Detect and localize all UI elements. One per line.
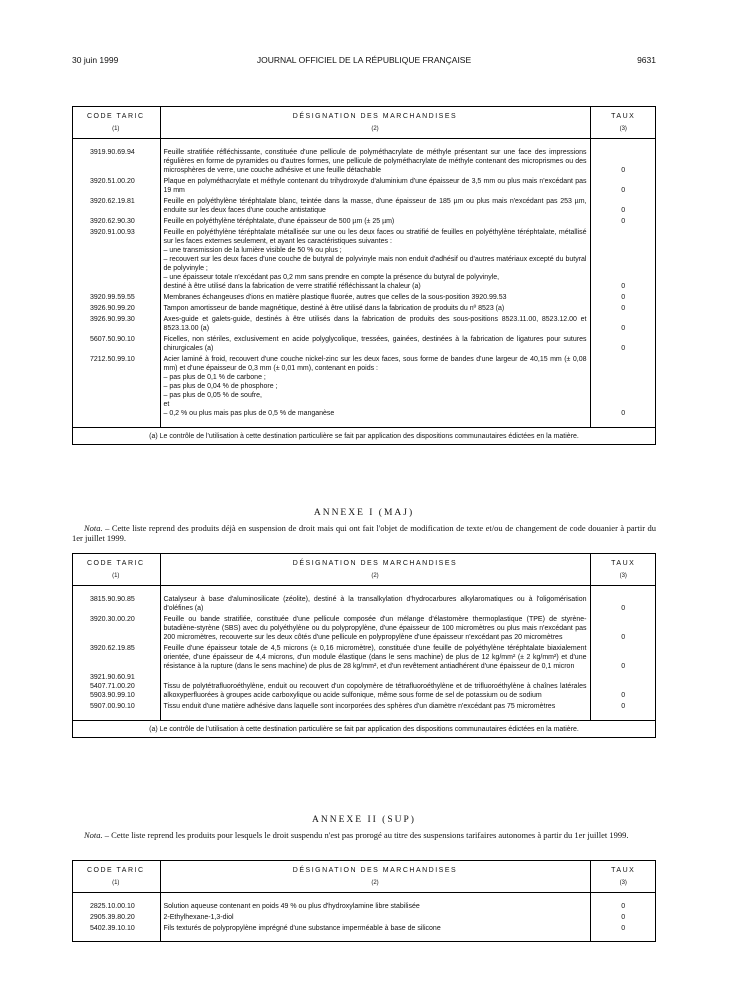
table-row: [72, 901, 656, 912]
taric-code: 3919.90.69.94: [72, 147, 160, 176]
designation-text: Feuille d'une épaisseur totale de 4,5 microns (± 0,16 micromètre), constituée d'une feuille de polyéthylène téréphtalate biaxialement orientée, d'une épaisseur de 4,4 microns, d'un module élastique (dans le sens machine) de plus de 12 kg/mm² (± 2 kg/mm²) et d'une résistance à la rupture (dans le sens machine) de plus de 28 kg/mm², et d'un revêtement antiadhérent d'une épaisseur de 0,1 micron: [163, 645, 587, 670]
designation-text: Membranes échangeuses d'ions en matière plastique fluorée, autres que celles de la sous-position 3920.99.53: [163, 294, 507, 301]
annex1-title: ANNEXE I (MAJ): [313, 508, 415, 518]
designation-cell: [160, 901, 590, 912]
col-header-designation: DÉSIGNATION DES MARCHANDISES (2): [160, 553, 590, 586]
taric-code: 3920.99.59.55: [72, 292, 160, 303]
table-row: [72, 354, 656, 419]
taux-value: 0: [621, 305, 626, 312]
header-page-number: 9631: [637, 55, 656, 65]
annex2-title: ANNEXE II (SUP): [312, 815, 416, 825]
header-journal-title: JOURNAL OFFICIEL DE LA RÉPUBLIQUE FRANÇAISE: [256, 55, 472, 65]
designation-line: – pas plus de 0,05 % de soufre,: [163, 392, 262, 399]
taric-code: 5907.00.90.10: [72, 701, 160, 712]
designation-text: Feuille en polyéthylène téréphtalate, d'une épaisseur de 500 µm (± 25 µm): [163, 218, 395, 225]
annex2-nota-label: Nota.: [84, 830, 103, 840]
designation-text: Axes-guide et galets-guide, destinés à être utilisés dans la fabrication de produits des sous-positions 8523.11.00, 8523.12.00 et 8523.13.00 (a): [163, 316, 587, 332]
tariff-table-2: [72, 553, 656, 738]
annex2-nota-text: – Cette liste reprend les produits pour lesquels le droit suspendu n'est pas prorogé au titre des suspensions tarifaires autonomes à partir du 1er juillet 1999.: [102, 830, 629, 840]
table-row: [72, 643, 656, 672]
tariff-table-3: [72, 860, 656, 942]
taux-value: 0: [621, 167, 626, 174]
designation-text: Tissu enduit d'une matière adhésive dans laquelle sont incorporées des sphères d'un diamètre n'excédant pas 75 micromètres: [163, 703, 556, 710]
table1-footnote: (a) Le contrôle de l'utilisation à cette destination particulière se fait par application des dispositions communautaires édictées en la matière.: [72, 428, 656, 446]
table-row: [72, 292, 656, 303]
col-header-taux: TAUX (3): [590, 860, 656, 893]
designation-cell: [160, 594, 590, 614]
col-header-code: CODE TARIC (1): [72, 106, 160, 139]
designation-cell: [160, 334, 590, 354]
designation-cell: [160, 147, 590, 176]
designation-text: Feuille ou bande stratifiée, constituée d'une pellicule composée d'un mélange d'élastomère thermoplastique (TPE) de styrène-butadiène-styrène (SBS) avec du polyéthylène ou du polypropylène, d'une épaisseur de 100 micromètres ou plus mais n'excédant pas 200 micromètres, recouverte sur les deux côtés d'une pellicule en polypropylène d'une épaisseur n'excédant pas 20 micromètres: [163, 616, 587, 641]
designation-line: – une épaisseur totale n'excédant pas 0,2 mm sans prendre en compte la présence du butyral de polyvinyle,: [163, 274, 500, 281]
col-header-code: CODE TARIC (1): [72, 553, 160, 586]
designation-cell: [160, 912, 590, 923]
taux-value: 0: [621, 187, 626, 194]
page-header: [72, 55, 656, 69]
taric-code: 3920.62.90.30: [72, 216, 160, 227]
designation-cell: [160, 701, 590, 712]
taric-code: 3815.90.90.85: [72, 594, 160, 614]
header-date: 30 juin 1999: [72, 55, 119, 65]
designation-cell: [160, 176, 590, 196]
taric-code: 7212.50.99.10: [72, 354, 160, 419]
designation-text: Fils texturés de polypropylène imprégné d'une substance imperméable à base de silicone: [163, 925, 441, 932]
designation-line: – pas plus de 0,1 % de carbone ;: [163, 374, 266, 381]
annex1-nota-text: – Cette liste reprend des produits déjà en suspension de droit mais qui ont fait l'objet de modification de texte et/ou de changement de code douanier à partir du 1er juillet 1999.: [72, 523, 656, 543]
table-row: [72, 227, 656, 292]
taric-code: 3921.90.60.91 5407.71.00.20 5903.90.99.10: [72, 672, 160, 701]
col-header-taux: TAUX (3): [590, 106, 656, 139]
designation-cell: [160, 643, 590, 672]
designation-text: Plaque en polyméthacrylate et méthyle contenant du trihydroxyde d'aluminium d'une épaisseur de 3,5 mm ou plus mais n'excédant pas 19 mm: [163, 178, 587, 194]
table-row: [72, 176, 656, 196]
col-header-designation: DÉSIGNATION DES MARCHANDISES (2): [160, 860, 590, 893]
designation-line: – pas plus de 0,04 % de phosphore ;: [163, 383, 278, 390]
taric-code: 3920.51.00.20: [72, 176, 160, 196]
table-row: [72, 147, 656, 176]
taux-value: 0: [621, 605, 626, 612]
taux-value: 0: [621, 914, 626, 921]
table-row: [72, 614, 656, 643]
table-row: [72, 912, 656, 923]
taux-value: 0: [621, 410, 626, 417]
table-row: [72, 672, 656, 701]
designation-cell: [160, 292, 590, 303]
col-header-code: CODE TARIC (1): [72, 860, 160, 893]
taric-code: 3920.62.19.81: [72, 196, 160, 216]
table-row: [72, 334, 656, 354]
designation-text: 2-Ethylhexane-1,3-diol: [163, 914, 234, 921]
designation-cell: [160, 227, 590, 292]
col-header-taux: TAUX (3): [590, 553, 656, 586]
table-row: [72, 196, 656, 216]
tariff-table-1: [72, 106, 656, 445]
designation-text: Feuille stratifiée réfléchissante, constituée d'une pellicule de polyméthacrylate de méthyle présentant sur une face des impressions régulières en forme de pyramides ou d'autres formes, une pellicule de polyméthacrylate de méthyle contenant des microprismes ou des microsphères de verre, une couche adhésive et une feuille détachable: [163, 149, 587, 174]
col-header-designation: DÉSIGNATION DES MARCHANDISES (2): [160, 106, 590, 139]
designation-cell: [160, 314, 590, 334]
taric-code: 3926.90.99.30: [72, 314, 160, 334]
designation-text: Tampon amortisseur de bande magnétique, destiné à être utilisé dans la fabrication de produits du nº 8523 (a): [163, 305, 505, 312]
taric-code: 2905.39.80.20: [72, 912, 160, 923]
table-row: [72, 303, 656, 314]
taux-value: 0: [621, 345, 626, 352]
table-row: [72, 701, 656, 712]
taric-code: 3920.91.00.93: [72, 227, 160, 292]
taux-value: 0: [621, 283, 626, 290]
table-row: [72, 216, 656, 227]
designation-cell: [160, 303, 590, 314]
designation-cell: [160, 672, 590, 701]
annex1-nota-label: Nota.: [84, 523, 103, 533]
taric-code: 3920.62.19.85: [72, 643, 160, 672]
designation-line: – une transmission de la lumière visible de 50 % ou plus ;: [163, 247, 342, 254]
designation-cell: [160, 196, 590, 216]
designation-cell: [160, 216, 590, 227]
taux-value: 0: [621, 692, 626, 699]
designation-text: Ficelles, non stériles, exclusivement en acide polyglycolique, tressées, gainées, destinées à la fabrication de ligatures pour sutures chirurgicales (a): [163, 336, 587, 352]
designation-line: – recouvert sur les deux faces d'une couche de butyral de polyvinyle mais non enduit d'adhésif ou d'autres matériaux excepté du butyral de polyvinyle ;: [163, 256, 587, 272]
taric-code: 3926.90.99.20: [72, 303, 160, 314]
taric-code: 5402.39.10.10: [72, 923, 160, 934]
designation-text: Catalyseur à base d'aluminosilicate (zéolite), destiné à la transalkylation d'hydrocarbures alkylaromatiques ou à l'oligomérisation d'oléfines (a): [163, 596, 587, 612]
designation-text: Feuille en polyéthylène téréphtalate métallisée sur une ou les deux faces ou stratifié de feuilles en polyéthylène téréphtalate, métallisé sur les faces externes seulement, et ayant les caractéristiques suivantes :: [163, 229, 587, 245]
taric-code: 2825.10.00.10: [72, 901, 160, 912]
designation-cell: [160, 354, 590, 419]
designation-text: Feuille en polyéthylène téréphtalate blanc, teintée dans la masse, d'une épaisseur de 185 µm ou plus mais n'excédant pas 253 µm, enduite sur les deux faces d'une couche antistatique: [163, 198, 587, 214]
table-row: [72, 594, 656, 614]
table-row: [72, 923, 656, 934]
annex1-nota: [72, 523, 656, 543]
taux-value: 0: [621, 703, 626, 710]
taux-value: 0: [621, 294, 626, 301]
taux-value: 0: [621, 663, 626, 670]
designation-text: Solution aqueuse contenant en poids 49 % ou plus d'hydroxylamine libre stabilisée: [163, 903, 420, 910]
taux-value: 0: [621, 925, 626, 932]
taux-value: 0: [621, 634, 626, 641]
table2-footnote: (a) Le contrôle de l'utilisation à cette destination particulière se fait par application des dispositions communautaires édictées en la matière.: [72, 721, 656, 739]
designation-line: – 0,2 % ou plus mais pas plus de 0,5 % de manganèse: [163, 410, 335, 417]
designation-cell: [160, 614, 590, 643]
designation-line: destiné à être utilisé dans la fabrication de verre stratifié réfléchissant la chaleur (a): [163, 283, 421, 290]
annex2-nota: [72, 830, 656, 840]
table-row: [72, 314, 656, 334]
taux-value: 0: [621, 903, 626, 910]
designation-line: et: [163, 401, 170, 408]
taux-value: 0: [621, 218, 626, 225]
taux-value: 0: [621, 207, 626, 214]
taric-code: 5607.50.90.10: [72, 334, 160, 354]
designation-cell: [160, 923, 590, 934]
designation-text: Acier laminé à froid, recouvert d'une couche nickel-zinc sur les deux faces, sous forme de bandes d'une largeur de 40,15 mm (± 0,08 mm) et d'une épaisseur de 0,3 mm (± 0,01 mm), contenant en poids :: [163, 356, 587, 372]
taric-code: 3920.30.00.20: [72, 614, 160, 643]
designation-text: Tissu de polytétrafluoroéthylène, enduit ou recouvert d'un copolymère de tétrafluoroéthylène et de trifluoroéthylène à chaînes latérales alkoxyperfluorées à groupes acide carboxylique ou acide sulfonique, même sous forme de sel de potassium ou de sodium: [163, 683, 587, 699]
taux-value: 0: [621, 325, 626, 332]
